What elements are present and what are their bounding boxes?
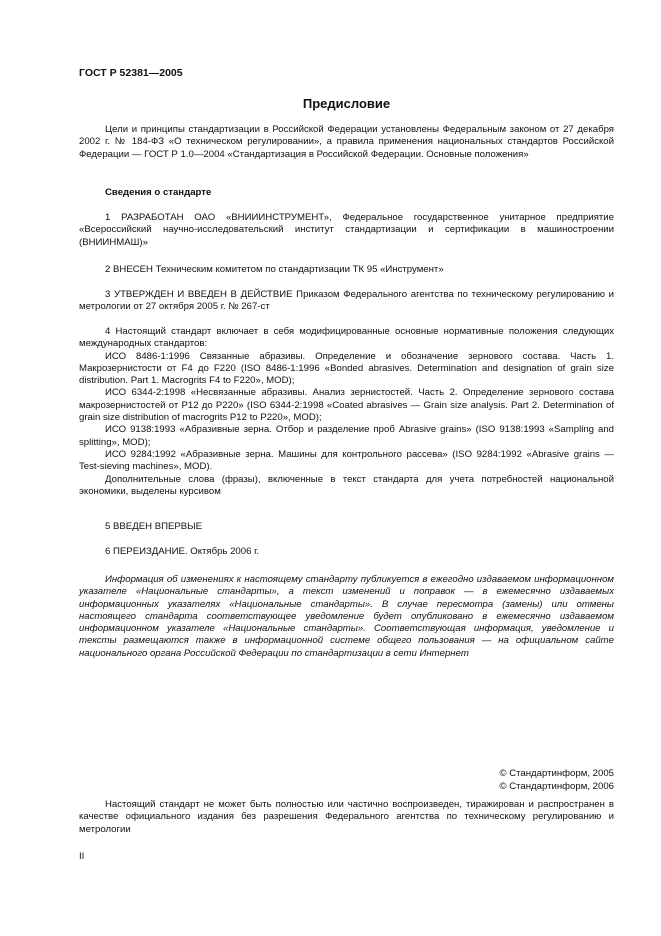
item-4-intro: 4 Настоящий стандарт включает в себя модифицированные основные нормативные положения следующих международных стандартов: (79, 326, 614, 350)
intro-paragraph (79, 124, 614, 161)
item-4-extra: Дополнительные слова (фразы), включенные в текст стандарта для учета потребностей национальной экономики, выделены курсивом (79, 473, 614, 497)
item-4-block (79, 326, 614, 498)
item-2-block (79, 264, 614, 276)
reproduction-notice-block (79, 799, 614, 836)
item-6-block (79, 546, 614, 558)
copyright-2006: © Стандартинформ, 2006 (499, 781, 614, 792)
item-6: 6 ПЕРЕИЗДАНИЕ. Октябрь 2006 г. (105, 546, 260, 557)
intro-text: Цели и принципы стандартизации в Российской Федерации установлены Федеральным законом от 27 декабря 2002 г. № 184-ФЗ «О техническом регулировании», а правила применения национальных стандартов Российской Федерации — ГОСТ Р 1.0—2004 «Стандартизация в Российской Федерации. Основные положения» (79, 124, 614, 160)
item-5: 5 ВВЕДЕН ВПЕРВЫЕ (105, 521, 203, 532)
info-heading-block (79, 187, 614, 199)
item-4-iso-6344: ИСО 6344-2:1998 «Несвязанные абразивы. Анализ зернистостей. Часть 2. Определение зернового состава макрозернистостей от Р12 до Р220» (ISO 6344-2:1998 «Coated abrasives — Grain size analysis. Part 2. Determination of grain size distribution of macrogrits P12 to P220», MOD); (79, 387, 614, 424)
item-1-block (79, 212, 614, 249)
copyright-2005: © Стандартинформ, 2005 (499, 768, 614, 779)
page-title: Предисловие (302, 96, 391, 111)
item-4-iso-9138: ИСО 9138:1993 «Абразивные зерна. Отбор и разделение проб Abrasive grains» (ISO 9138:1993 «Sampling and splitting», MOD); (79, 424, 614, 448)
notice-text: Информация об изменениях к настоящему стандарту публикуется в ежегодно издаваемом информационном указателе «Национальные стандарты», а текст изменений и поправок — в ежемесячно издаваемых информационных указателях «Национальные стандарты». В случае пересмотра (замены) или отмены настоящего стандарта соответствующее уведомление будет опубликовано в ежемесячно издаваемом информационном указателе «Национальные стандарты». Соответствующая информация, уведомление и тексты размещаются также в информационной системе общего пользования — на официальном сайте национального органа Российской Федерации по стандартизации в сети Интернет (79, 574, 614, 659)
reproduction-notice: Настоящий стандарт не может быть полностью или частично воспроизведен, тиражирован и распространен в качестве официального издания без разрешения Федерального агентства по техническому регулированию и метрологии (79, 799, 614, 835)
notice-block (79, 574, 614, 660)
item-5-block (79, 521, 614, 533)
item-2: 2 ВНЕСЕН Техническим комитетом по стандартизации ТК 95 «Инструмент» (105, 264, 444, 275)
item-1: 1 РАЗРАБОТАН ОАО «ВНИИИНСТРУМЕНТ», Федеральное государственное унитарное предприятие «Всероссийский научно-исследовательский институт стандартизации и сертификации в машиностроении (ВНИИНМАШ)» (79, 212, 614, 248)
item-3: 3 УТВЕРЖДЕН И ВВЕДЕН В ДЕЙСТВИЕ Приказом Федерального агентства по техническому регулированию и метрологии от 27 октября 2005 г. № 267-ст (79, 289, 614, 313)
item-3-block (79, 289, 614, 314)
item-4-iso-8486: ИСО 8486-1:1996 Связанные абразивы. Определение и обозначение зернового состава. Часть 1. Макрозернистости от F4 до F220 (ISO 8486-1:1996 «Bonded abrasives. Determination and designation of grain size distribution. Part 1. Macrogrits F4 to F220», MOD); (79, 350, 614, 387)
page-number: II (79, 851, 85, 862)
doc-header: ГОСТ Р 52381—2005 (79, 67, 183, 79)
item-4-iso-9284: ИСО 9284:1992 «Абразивные зерна. Машины для контрольного рассева» (ISO 9284:1992 «Abrasive grains — Test-sieving machines», MOD). (79, 448, 614, 473)
info-heading: Сведения о стандарте (105, 187, 212, 198)
